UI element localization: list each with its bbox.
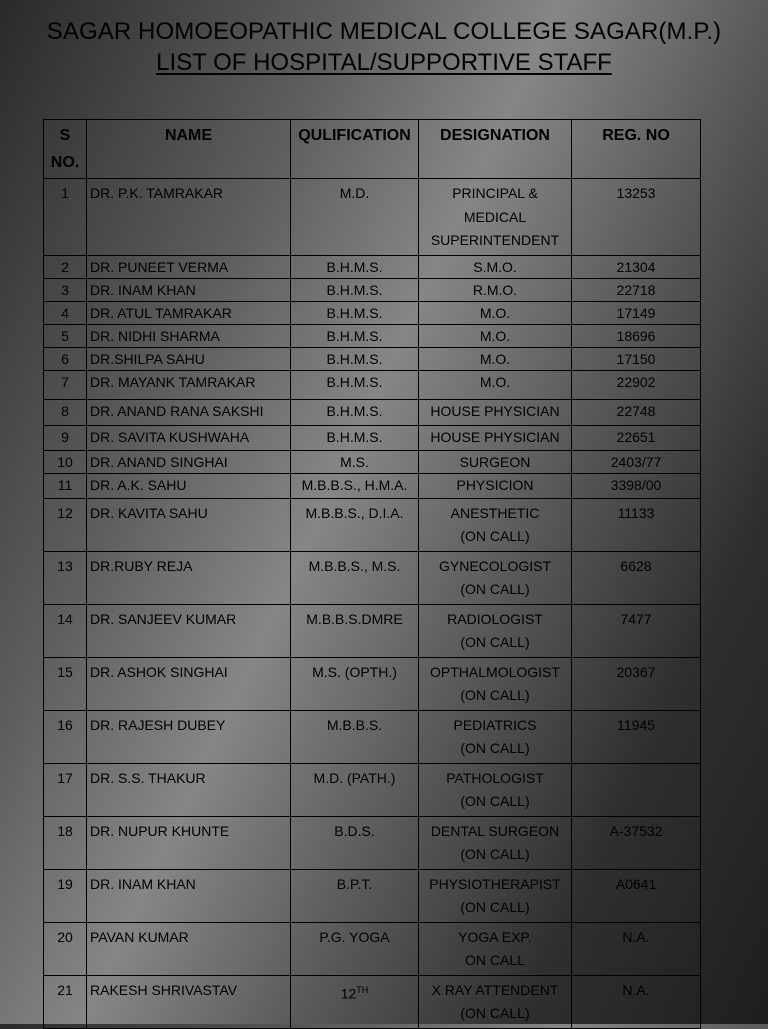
designation-line-2: (ON CALL): [460, 899, 530, 915]
table-row: [44, 473, 701, 498]
cell-sno: 2: [44, 255, 87, 278]
cell-designation: [419, 347, 572, 370]
qualification-text: B.H.M.S.: [326, 304, 383, 321]
table-row: [44, 551, 701, 604]
qualification-text: M.B.B.S., D.I.A.: [305, 504, 404, 521]
cell-reg-no: A-37532: [572, 816, 701, 869]
cell-reg-no: 13253: [572, 179, 701, 256]
cell-name: DR.RUBY REJA: [87, 551, 291, 604]
designation-line-1: SURGEON: [459, 453, 531, 470]
table-header-row: [44, 120, 701, 179]
cell-name: DR. P.K. TAMRAKAR: [87, 179, 291, 256]
designation-line-1: PATHOLOGIST: [446, 769, 544, 786]
cell-name: DR. INAM KHAN: [87, 278, 291, 301]
cell-sno: 3: [44, 278, 87, 301]
header-sno-line2: NO.: [50, 154, 80, 171]
cell-sno: 14: [44, 604, 87, 657]
cell-designation: [419, 604, 572, 657]
table-row: [44, 301, 701, 324]
designation-line-1: RADIOLOGIST: [447, 610, 543, 627]
designation-line-2: (ON CALL): [460, 740, 530, 756]
cell-sno: 7: [44, 370, 87, 399]
cell-designation: [419, 657, 572, 710]
cell-qualification: [291, 301, 419, 324]
header-sno: [44, 120, 87, 179]
table-row: [44, 370, 701, 399]
cell-designation: [419, 278, 572, 301]
cell-designation: [419, 869, 572, 922]
cell-qualification: [291, 255, 419, 278]
table-row: [44, 816, 701, 869]
cell-name: DR. PUNEET VERMA: [87, 255, 291, 278]
cell-designation: [419, 450, 572, 473]
cell-name: DR. KAVITA SAHU: [87, 498, 291, 551]
cell-designation: [419, 179, 572, 256]
cell-sno: 4: [44, 301, 87, 324]
staff-rows: [44, 179, 701, 1029]
cell-name: DR. ANAND SINGHAI: [87, 450, 291, 473]
cell-sno: 18: [44, 816, 87, 869]
designation-line-3: SUPERINTENDENT: [430, 232, 560, 248]
cell-reg-no: 22748: [572, 399, 701, 425]
cell-designation: [419, 399, 572, 425]
cell-designation: [419, 301, 572, 324]
table-row: [44, 975, 701, 1028]
cell-sno: 5: [44, 324, 87, 347]
designation-line-1: GYNECOLOGIST: [438, 557, 552, 574]
cell-sno: 13: [44, 551, 87, 604]
cell-sno: 1: [44, 179, 87, 256]
header-reg-no: REG. NO: [572, 120, 701, 179]
qualification-text: M.B.B.S.DMRE: [306, 610, 403, 627]
cell-name: DR. SANJEEV KUMAR: [87, 604, 291, 657]
cell-qualification: [291, 425, 419, 450]
qualification-text: B.H.M.S.: [326, 428, 383, 445]
cell-sno: 19: [44, 869, 87, 922]
cell-sno: 10: [44, 450, 87, 473]
designation-line-1: PHYSIOTHERAPIST: [429, 875, 561, 892]
cell-reg-no: A0641: [572, 869, 701, 922]
page-header: [0, 16, 768, 78]
cell-qualification: [291, 869, 419, 922]
designation-line-2: ON CALL: [465, 952, 525, 968]
cell-designation: [419, 551, 572, 604]
designation-line-2: MEDICAL: [463, 208, 527, 225]
cell-designation: [419, 324, 572, 347]
cell-qualification: [291, 710, 419, 763]
cell-designation: [419, 922, 572, 975]
cell-designation: [419, 498, 572, 551]
designation-line-2: (ON CALL): [460, 581, 530, 597]
qualification-text: B.P.T.: [336, 875, 373, 892]
designation-line-1: PEDIATRICS: [453, 716, 537, 733]
qualification-text: B.H.M.S.: [326, 258, 383, 275]
header-name: NAME: [87, 120, 291, 179]
designation-line-2: (ON CALL): [460, 528, 530, 544]
cell-sno: 16: [44, 710, 87, 763]
cell-reg-no: 7477: [572, 604, 701, 657]
cell-qualification: [291, 816, 419, 869]
qualification-text: B.H.M.S.: [326, 281, 383, 298]
cell-reg-no: N.A.: [572, 922, 701, 975]
table-row: [44, 347, 701, 370]
designation-line-2: (ON CALL): [460, 846, 530, 862]
cell-reg-no: 3398/00: [572, 473, 701, 498]
cell-sno: 21: [44, 975, 87, 1028]
qualification-text: M.B.B.S., M.S.: [308, 557, 401, 574]
cell-qualification: [291, 370, 419, 399]
cell-qualification: [291, 450, 419, 473]
designation-line-1: M.O.: [479, 350, 511, 367]
cell-reg-no: 6628: [572, 551, 701, 604]
table-row: [44, 498, 701, 551]
designation-line-2: (ON CALL): [460, 634, 530, 650]
table-row: [44, 763, 701, 816]
cell-name: DR. A.K. SAHU: [87, 473, 291, 498]
designation-line-1: M.O.: [479, 304, 511, 321]
table-row: [44, 869, 701, 922]
cell-designation: [419, 425, 572, 450]
cell-designation: [419, 763, 572, 816]
cell-qualification: [291, 551, 419, 604]
qualification-text: M.B.B.S., H.M.A.: [301, 476, 408, 493]
table-row: [44, 324, 701, 347]
cell-qualification: [291, 278, 419, 301]
cell-sno: 8: [44, 399, 87, 425]
cell-name: DR. ATUL TAMRAKAR: [87, 301, 291, 324]
cell-reg-no: 11945: [572, 710, 701, 763]
designation-line-2: (ON CALL): [460, 793, 530, 809]
cell-designation: [419, 255, 572, 278]
designation-line-1: YOGA EXP.: [458, 928, 532, 945]
header-sno-line1: S: [59, 127, 71, 144]
designation-line-2: (ON CALL): [460, 687, 530, 703]
cell-reg-no: 21304: [572, 255, 701, 278]
cell-reg-no: 22902: [572, 370, 701, 399]
cell-qualification: [291, 399, 419, 425]
designation-line-1: M.O.: [479, 327, 511, 344]
qualification-text: M.S.: [340, 453, 369, 470]
cell-designation: [419, 710, 572, 763]
cell-name: DR. NUPUR KHUNTE: [87, 816, 291, 869]
designation-line-1: PHYSICION: [456, 476, 534, 493]
cell-reg-no: 2403/77: [572, 450, 701, 473]
cell-name: DR. S.S. THAKUR: [87, 763, 291, 816]
qualification-text: M.D.: [339, 185, 370, 201]
designation-line-1: PRINCIPAL &: [452, 185, 538, 201]
cell-reg-no: 20367: [572, 657, 701, 710]
table-row: [44, 604, 701, 657]
designation-line-1: HOUSE PHYSICIAN: [430, 402, 560, 419]
cell-reg-no: 18696: [572, 324, 701, 347]
table-row: [44, 278, 701, 301]
cell-qualification: [291, 763, 419, 816]
page-title: SAGAR HOMOEOPATHIC MEDICAL COLLEGE SAGAR(M.P.): [46, 18, 722, 45]
designation-line-1: S.M.O.: [473, 258, 517, 275]
qualification-text: B.D.S.: [334, 822, 375, 839]
designation-line-1: X RAY ATTENDENT: [431, 981, 559, 998]
cell-qualification: [291, 179, 419, 256]
qualification-text: B.H.M.S.: [326, 327, 383, 344]
cell-reg-no: N.A.: [572, 975, 701, 1028]
cell-qualification: [291, 604, 419, 657]
designation-line-1: DENTAL SURGEON: [430, 822, 560, 839]
cell-name: DR. MAYANK TAMRAKAR: [87, 370, 291, 399]
cell-name: PAVAN KUMAR: [87, 922, 291, 975]
qualification-text: B.H.M.S.: [326, 373, 383, 390]
cell-qualification: [291, 498, 419, 551]
cell-designation: [419, 370, 572, 399]
cell-name: DR. ASHOK SINGHAI: [87, 657, 291, 710]
table-row: [44, 657, 701, 710]
cell-reg-no: 17150: [572, 347, 701, 370]
cell-sno: 6: [44, 347, 87, 370]
cell-reg-no: 22651: [572, 425, 701, 450]
cell-qualification: [291, 347, 419, 370]
cell-designation: [419, 975, 572, 1028]
cell-reg-no: 17149: [572, 301, 701, 324]
header-designation: DESIGNATION: [419, 120, 572, 179]
cell-sno: 12: [44, 498, 87, 551]
cell-reg-no: 11133: [572, 498, 701, 551]
table-row: [44, 179, 701, 256]
designation-line-2: (ON CALL): [460, 1005, 530, 1021]
cell-qualification: [291, 473, 419, 498]
qualification-text: P.G. YOGA: [319, 928, 390, 945]
cell-sno: 9: [44, 425, 87, 450]
qualification-text: B.H.M.S.: [326, 402, 383, 419]
cell-name: DR. NIDHI SHARMA: [87, 324, 291, 347]
qualification-text: B.H.M.S.: [326, 350, 383, 367]
cell-qualification: [291, 922, 419, 975]
cell-sno: 20: [44, 922, 87, 975]
cell-name: DR.SHILPA SAHU: [87, 347, 291, 370]
qualification-superscript: TH: [356, 984, 369, 995]
cell-sno: 11: [44, 473, 87, 498]
cell-name: DR. SAVITA KUSHWAHA: [87, 425, 291, 450]
qualification-text: M.D. (PATH.): [313, 769, 396, 786]
table-row: [44, 399, 701, 425]
cell-name: DR. RAJESH DUBEY: [87, 710, 291, 763]
cell-sno: 17: [44, 763, 87, 816]
table-row: [44, 710, 701, 763]
cell-qualification: [291, 324, 419, 347]
cell-sno: 15: [44, 657, 87, 710]
qualification-text: M.S. (OPTH.): [312, 663, 397, 680]
page-subtitle: LIST OF HOSPITAL/SUPPORTIVE STAFF: [156, 49, 612, 76]
cell-name: RAKESH SHRIVASTAV: [87, 975, 291, 1028]
table-row: [44, 425, 701, 450]
staff-table: [43, 119, 701, 1029]
designation-line-1: OPTHALMOLOGIST: [430, 663, 560, 680]
table-row: [44, 255, 701, 278]
qualification-text: 12: [340, 985, 357, 1002]
cell-reg-no: 22718: [572, 278, 701, 301]
cell-designation: [419, 816, 572, 869]
designation-line-1: R.M.O.: [472, 281, 518, 298]
table-row: [44, 922, 701, 975]
designation-line-1: ANESTHETIC: [450, 504, 540, 521]
table-row: [44, 450, 701, 473]
cell-designation: [419, 473, 572, 498]
cell-qualification: [291, 975, 419, 1028]
qualification-text: M.B.B.S.: [326, 716, 383, 733]
cell-qualification: [291, 657, 419, 710]
cell-name: DR. ANAND RANA SAKSHI: [87, 399, 291, 425]
cell-name: DR. INAM KHAN: [87, 869, 291, 922]
cell-reg-no: [572, 763, 701, 816]
header-qualification: QULIFICATION: [291, 120, 419, 179]
designation-line-1: HOUSE PHYSICIAN: [430, 428, 560, 445]
designation-line-1: M.O.: [479, 373, 511, 390]
